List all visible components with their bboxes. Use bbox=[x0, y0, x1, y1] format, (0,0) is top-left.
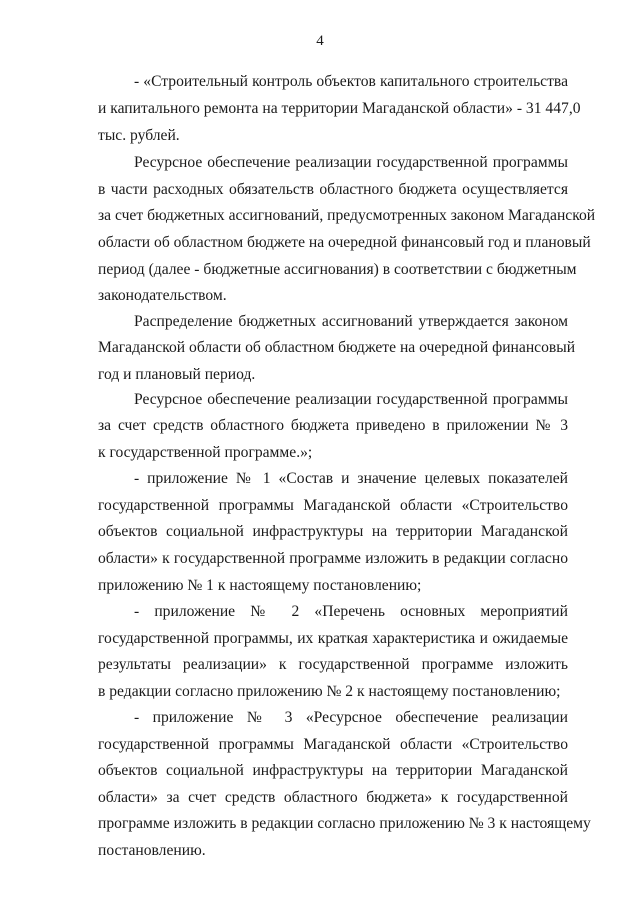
paragraph-3-line-2: Магаданской области об областном бюджете на очередной финансовый bbox=[98, 339, 576, 356]
paragraph-6-line-2: государственной программы, их краткая характеристика и ожидаемые bbox=[98, 630, 568, 647]
paragraph-7-line-2: государственной программы Магаданской области «Строительство bbox=[98, 736, 568, 753]
paragraph-6-line-3: результаты реализации» к государственной программе изложить bbox=[98, 656, 568, 673]
paragraph-7-line-3: объектов социальной инфраструктуры на территории Магаданской bbox=[98, 762, 568, 779]
paragraph-2-line-5: период (далее - бюджетные ассигнования) в соответствии с бюджетным bbox=[98, 261, 577, 278]
paragraph-6-line-4: в редакции согласно приложению № 2 к настоящему постановлению; bbox=[98, 683, 561, 700]
page-number: 4 bbox=[316, 33, 324, 49]
paragraph-1-line-3: тыс. рублей. bbox=[98, 127, 180, 144]
paragraph-5-line-2: государственной программы Магаданской области «Строительство bbox=[98, 497, 568, 514]
paragraph-2-line-1: Ресурсное обеспечение реализации государственной программы bbox=[134, 154, 568, 171]
paragraph-5-line-4: области» к государственной программе изложить в редакции согласно bbox=[98, 550, 568, 567]
paragraph-2-line-2: в части расходных обязательств областного бюджета осуществляется bbox=[98, 181, 568, 198]
paragraph-2-line-4: области об областном бюджете на очередной финансовый год и плановый bbox=[98, 234, 591, 251]
paragraph-1-line-2: и капитального ремонта на территории Магаданской области» - 31 447,0 bbox=[98, 100, 581, 117]
paragraph-2-line-6: законодательством. bbox=[98, 287, 227, 304]
paragraph-5-line-5: приложению № 1 к настоящему постановлению; bbox=[98, 577, 422, 594]
paragraph-3-line-3: год и плановый период. bbox=[98, 366, 256, 383]
paragraph-7-line-1: - приложение № 3 «Ресурсное обеспечение реализации bbox=[134, 709, 568, 726]
paragraph-7-line-5: программе изложить в редакции согласно приложению № 3 к настоящему bbox=[98, 815, 591, 832]
paragraph-7-line-4: области» за счет средств областного бюджета» к государственной bbox=[98, 789, 568, 806]
paragraph-4-line-2: за счет средств областного бюджета приведено в приложении № 3 bbox=[98, 417, 568, 434]
paragraph-4-line-3: к государственной программе.»; bbox=[98, 444, 313, 461]
paragraph-5-line-1: - приложение № 1 «Состав и значение целевых показателей bbox=[134, 470, 568, 487]
paragraph-7-line-6: постановлению. bbox=[98, 842, 206, 859]
paragraph-6-line-1: - приложение № 2 «Перечень основных мероприятий bbox=[134, 603, 568, 620]
paragraph-3-line-1: Распределение бюджетных ассигнований утверждается законом bbox=[134, 313, 568, 330]
paragraph-2-line-3: за счет бюджетных ассигнований, предусмотренных законом Магаданской bbox=[98, 207, 596, 224]
paragraph-5-line-3: объектов социальной инфраструктуры на территории Магаданской bbox=[98, 523, 568, 540]
paragraph-4-line-1: Ресурсное обеспечение реализации государственной программы bbox=[134, 391, 568, 408]
paragraph-1-line-1: - «Строительный контроль объектов капитального строительства bbox=[134, 73, 568, 90]
